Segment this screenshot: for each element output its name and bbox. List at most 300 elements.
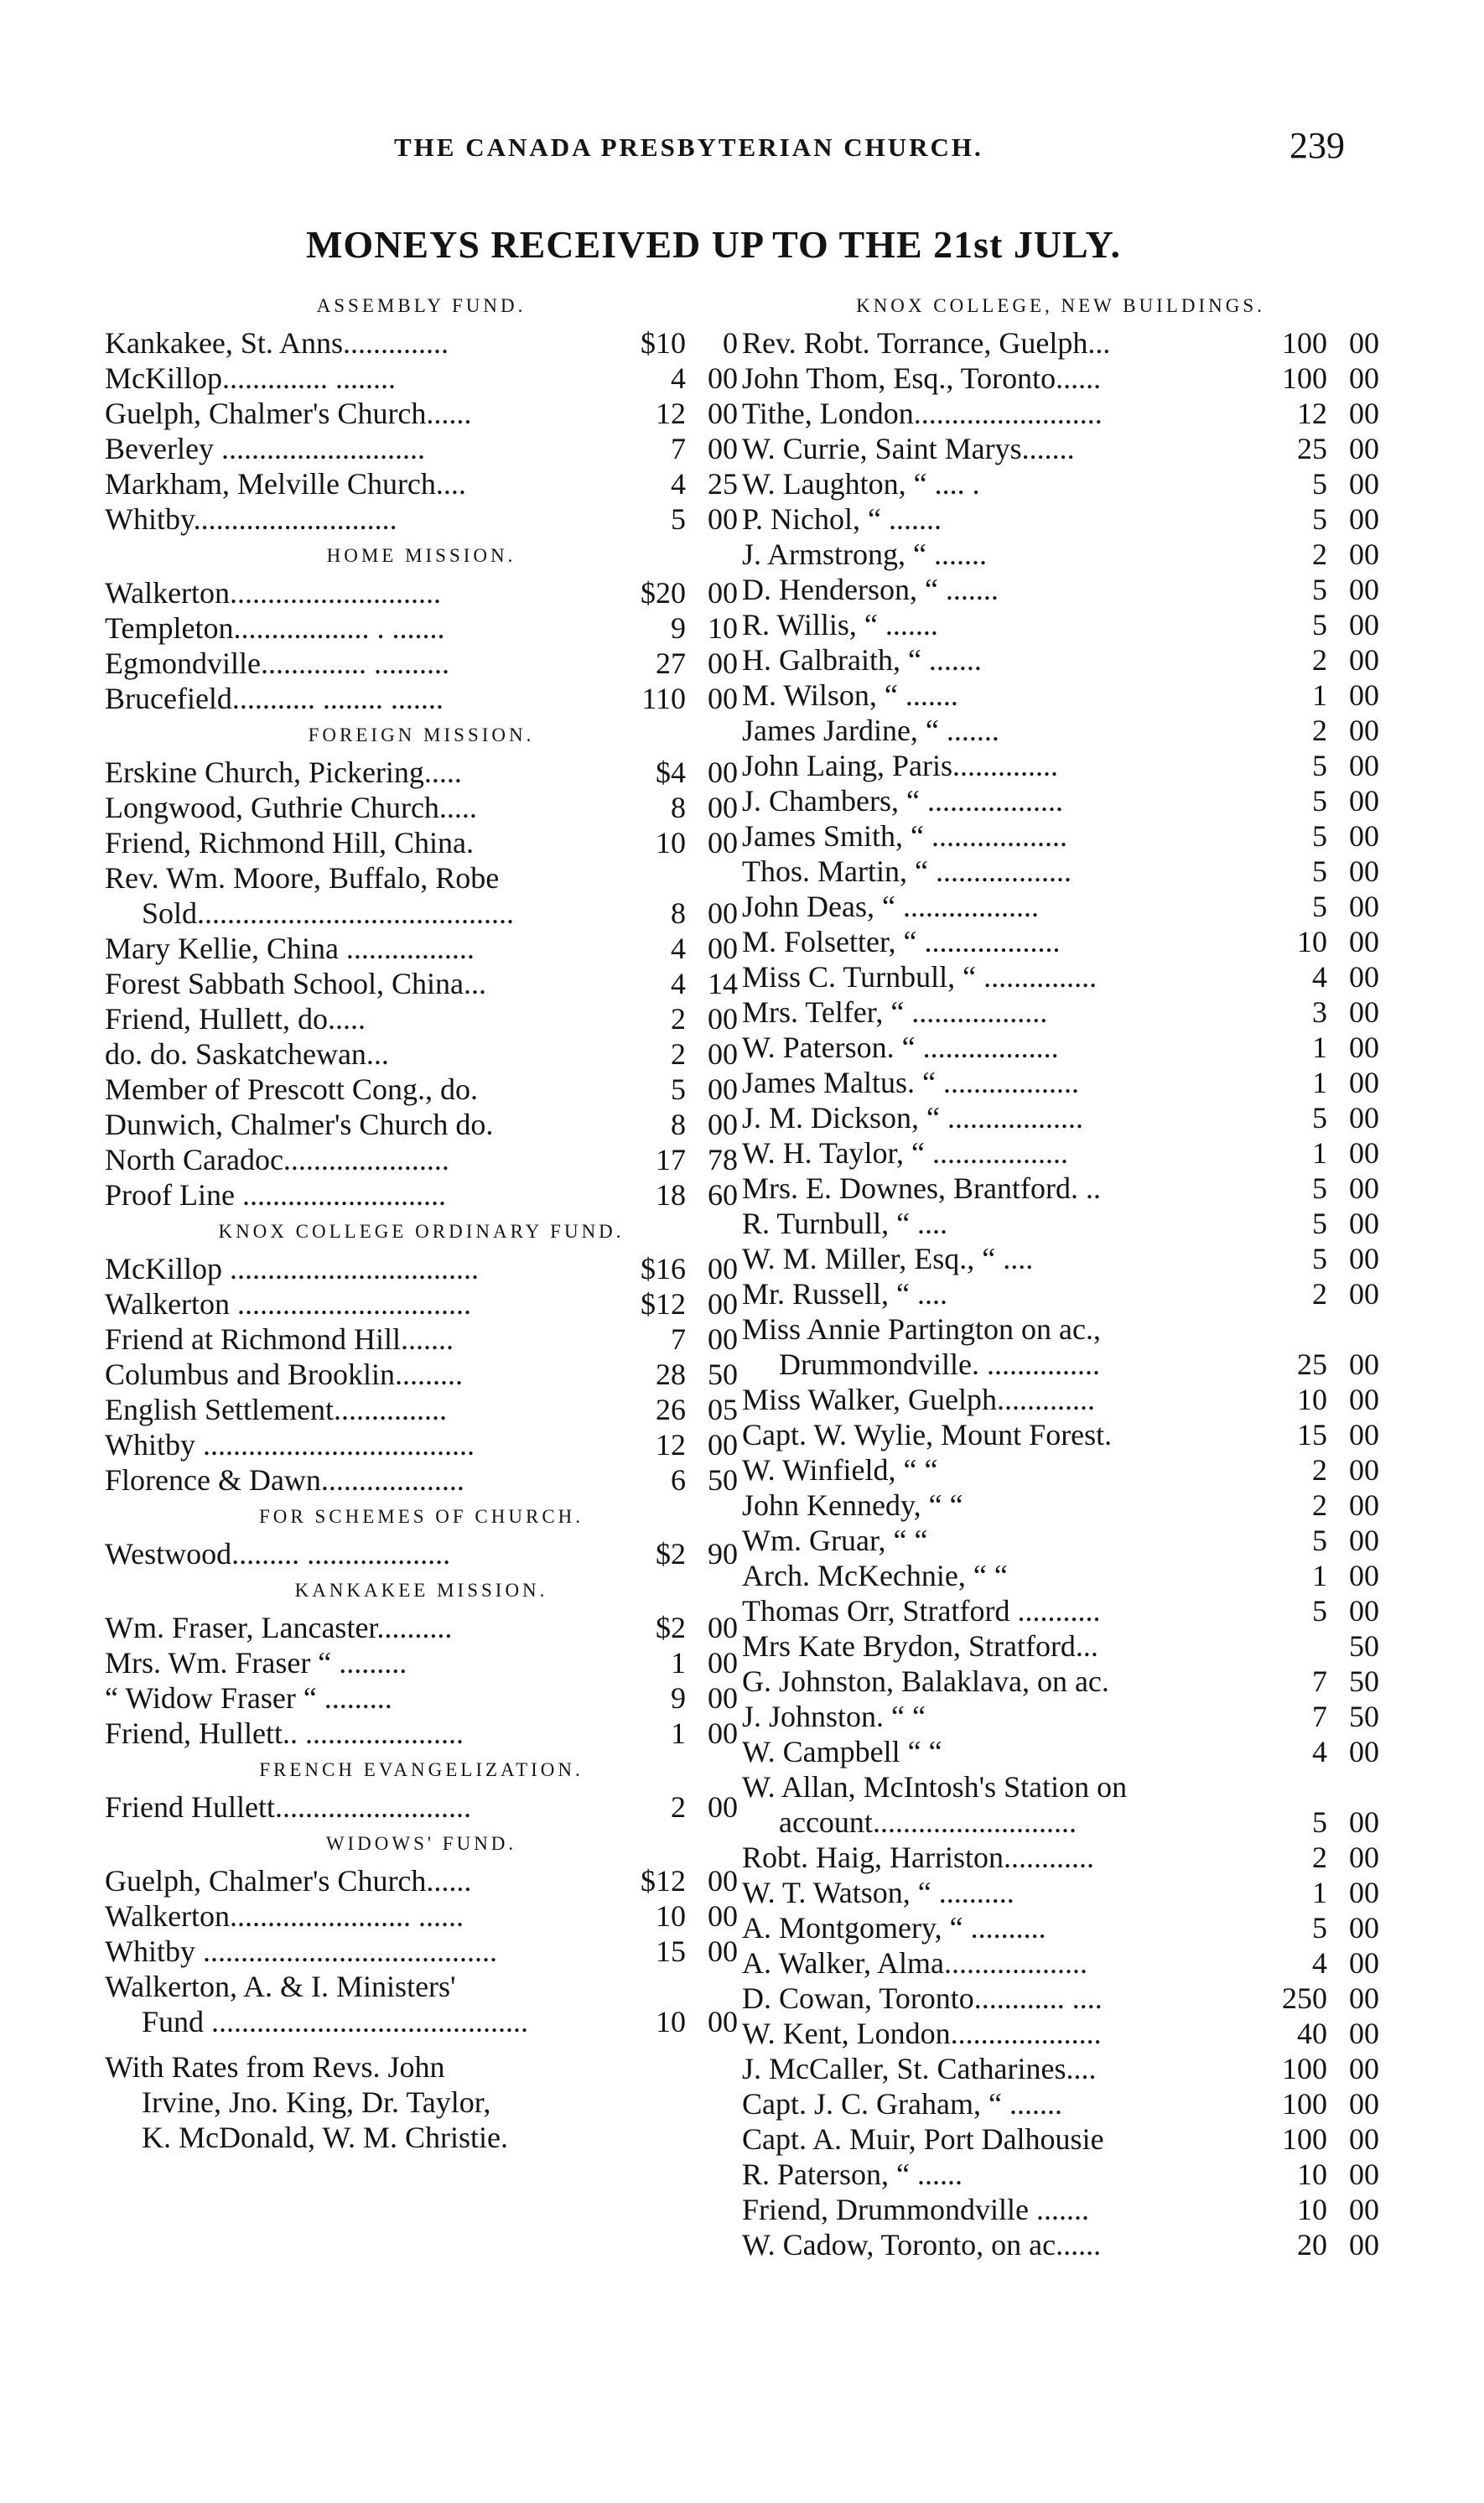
entry-dollars: 2	[1312, 537, 1327, 571]
entry-name: P. Nichol, “ .......	[742, 502, 942, 536]
ledger-row	[105, 825, 738, 860]
entry-dollars: 110	[641, 682, 686, 715]
section-heading: ASSEMBLY FUND.	[316, 295, 527, 316]
ledger-row	[742, 1347, 1379, 1382]
entry-dollars: 3	[1312, 995, 1327, 1029]
ledger-row	[105, 1322, 738, 1357]
entry-cents: 50	[708, 1463, 738, 1497]
entry-cents: 00	[1349, 854, 1379, 888]
entry-cents: 00	[708, 756, 738, 789]
ledger-row	[105, 610, 738, 646]
entry-cents: 00	[1349, 1453, 1379, 1487]
entry-cents: 00	[708, 1002, 738, 1036]
entry-cents: 00	[708, 1108, 738, 1141]
ledger-row	[105, 325, 738, 361]
entry-dollars: 10	[1297, 1383, 1327, 1416]
section-foreign-mission	[105, 716, 738, 1213]
entry-name: Miss C. Turnbull, “ ...............	[742, 960, 1097, 994]
entry-dollars: 10	[1297, 2158, 1327, 2191]
entry-dollars: 5	[1312, 1171, 1327, 1205]
ledger-row	[105, 466, 738, 501]
entry-dollars: 1	[1312, 1876, 1327, 1909]
entry-dollars: 2	[671, 1037, 686, 1071]
entry-name: J. M. Dickson, “ ..................	[742, 1101, 1083, 1135]
entry-dollars: 1	[1312, 1559, 1327, 1592]
entry-name: Longwood, Guthrie Church.....	[105, 791, 477, 824]
entry-name: Miss Annie Partington on ac.,	[742, 1312, 1101, 1346]
entry-dollars: 2	[1312, 643, 1327, 677]
entry-name: Miss Walker, Guelph.............	[742, 1383, 1095, 1416]
entry-name: Forest Sabbath School, China...	[105, 967, 486, 1000]
entry-cents: 00	[1349, 467, 1379, 501]
entry-cents: 00	[1349, 1841, 1379, 1874]
ledger-row	[105, 396, 738, 431]
entry-dollars: 10	[656, 2005, 686, 2038]
entry-name: W. Paterson. “ ..................	[742, 1031, 1059, 1064]
entry-dollars: 2	[671, 1002, 686, 1036]
entry-cents: 00	[1349, 960, 1379, 994]
ledger-row	[742, 1875, 1379, 1910]
entry-cents: 00	[1349, 2087, 1379, 2121]
entry-cents: 00	[1349, 1488, 1379, 1522]
ledger-row	[105, 1286, 738, 1322]
entry-dollars: 15	[1297, 1418, 1327, 1451]
entry-dollars: 100	[1282, 2122, 1327, 2156]
ledger-row	[742, 1805, 1379, 1840]
entry-cents: 00	[1349, 326, 1379, 360]
entry-name: Dunwich, Chalmer's Church do.	[105, 1108, 494, 1141]
entry-name: Drummondville. ...............	[779, 1348, 1100, 1381]
entry-dollars: $12	[641, 1864, 686, 1898]
entry-dollars: 5	[1312, 1101, 1327, 1135]
entry-cents: 10	[708, 611, 738, 645]
entry-name: Fund ..........................................	[142, 2005, 529, 2038]
ledger-row	[742, 1945, 1379, 1981]
entry-name: Capt. J. C. Graham, “ .......	[742, 2087, 1062, 2121]
entry-cents: 00	[1349, 432, 1379, 465]
entry-name: Friend at Richmond Hill.......	[105, 1322, 454, 1356]
entry-dollars: 5	[1312, 819, 1327, 853]
ledger-row	[742, 1241, 1379, 1276]
entry-cents: 00	[1349, 2017, 1379, 2050]
entry-cents: 50	[1349, 1664, 1379, 1698]
section-heading: KANKAKEE MISSION.	[294, 1580, 548, 1601]
entry-name: W. Kent, London....................	[742, 2017, 1102, 2050]
entry-name: Friend, Hullett.. .....................	[105, 1716, 464, 1750]
entry-dollars: 5	[1312, 1911, 1327, 1945]
entry-name: Mrs. E. Downes, Brantford. ..	[742, 1171, 1101, 1205]
ledger-row	[742, 854, 1379, 889]
entry-name: account...........................	[779, 1805, 1077, 1839]
entry-dollars: 1	[1312, 1136, 1327, 1170]
entry-dollars: 2	[1312, 1488, 1327, 1522]
entry-name: M. Folsetter, “ ..................	[742, 925, 1061, 958]
ledger-row	[105, 1177, 738, 1213]
entry-name: Wm. Gruar, “ “	[742, 1524, 928, 1557]
ledger-row	[742, 2157, 1379, 2192]
entry-dollars: 5	[1312, 573, 1327, 606]
entry-dollars: 10	[656, 1899, 686, 1933]
entry-cents: 00	[708, 1072, 738, 1106]
entry-cents: 00	[708, 1646, 738, 1680]
entry-dollars: $4	[656, 756, 686, 789]
entry-name: John Thom, Esq., Toronto......	[742, 361, 1102, 395]
entry-cents: 00	[1349, 1136, 1379, 1170]
entry-dollars: 5	[1312, 1242, 1327, 1275]
entry-name: A. Montgomery, “ ..........	[742, 1911, 1046, 1945]
entry-dollars: 17	[656, 1143, 686, 1176]
entry-cents: 00	[708, 896, 738, 930]
entry-cents: 00	[1349, 1805, 1379, 1839]
ledger-row	[105, 575, 738, 610]
ledger-row	[105, 1610, 738, 1645]
entry-dollars: $2	[656, 1611, 686, 1644]
entry-cents: 00	[708, 432, 738, 465]
entry-dollars: 27	[656, 647, 686, 680]
right-column	[742, 287, 1379, 2262]
rates-note-line: With Rates from Revs. John	[105, 2050, 445, 2084]
entry-cents: 00	[708, 397, 738, 430]
entry-dollars: 4	[671, 932, 686, 965]
ledger-row	[742, 1910, 1379, 1945]
entry-cents: 00	[1349, 749, 1379, 782]
section-heading: WIDOWS' FUND.	[325, 1833, 517, 1854]
ledger-row	[742, 889, 1379, 924]
entry-name: Erskine Church, Pickering.....	[105, 756, 462, 789]
entry-name: Friend, Richmond Hill, China.	[105, 826, 474, 859]
ledger-row	[742, 1593, 1379, 1628]
entry-cents: 00	[1349, 784, 1379, 818]
entry-name: Walkerton........................ ......	[105, 1899, 464, 1933]
entry-cents: 00	[1349, 1383, 1379, 1416]
entry-name: Capt. W. Wylie, Mount Forest.	[742, 1418, 1113, 1451]
ledger-row	[742, 2051, 1379, 2086]
entry-dollars: 5	[1312, 502, 1327, 536]
ledger-row	[105, 1536, 738, 1571]
entry-dollars: 5	[1312, 1524, 1327, 1557]
section-heading: FRENCH EVANGELIZATION.	[259, 1759, 584, 1780]
ledger-row	[742, 1699, 1379, 1734]
entry-name: R. Paterson, “ ......	[742, 2158, 963, 2191]
entry-dollars: 100	[1282, 2087, 1327, 2121]
entry-name: McKillop .................................	[105, 1252, 479, 1285]
ledger-row	[742, 1171, 1379, 1206]
entry-dollars: 2	[1312, 714, 1327, 747]
entry-cents: 00	[1349, 1277, 1379, 1311]
ledger-row	[105, 361, 738, 396]
entry-name: Mary Kellie, China .................	[105, 932, 475, 965]
entry-dollars: 25	[1297, 1348, 1327, 1381]
ledger-row	[105, 501, 738, 537]
entry-name: Whitby .......................................	[105, 1934, 497, 1968]
entry-name: W. M. Miller, Esq., “ ....	[742, 1242, 1034, 1275]
entry-name: J. McCaller, St. Catharines....	[742, 2052, 1097, 2085]
entry-cents: 00	[1349, 1594, 1379, 1628]
entry-name: Columbus and Brooklin.........	[105, 1358, 464, 1391]
ledger-row	[742, 2016, 1379, 2051]
entry-cents: 78	[708, 1143, 738, 1176]
entry-dollars: 5	[1312, 608, 1327, 641]
entry-name: Whitby...........................	[105, 502, 397, 536]
entry-cents: 00	[1349, 2052, 1379, 2085]
entry-dollars: 1	[1312, 1066, 1327, 1099]
entry-cents: 00	[708, 1899, 738, 1933]
entry-cents: 90	[708, 1537, 738, 1571]
entry-cents: 00	[1349, 1101, 1379, 1135]
ledger-row	[742, 1100, 1379, 1135]
entry-cents: 00	[1349, 1559, 1379, 1592]
ledger-row	[105, 896, 738, 931]
section-heading: FOR SCHEMES OF CHURCH.	[258, 1506, 584, 1527]
section-assembly-fund	[105, 287, 738, 537]
ledger-row	[742, 1664, 1379, 1699]
rates-note	[105, 2049, 738, 2155]
entry-dollars: 18	[656, 1178, 686, 1212]
entry-name: Walkerton, A. & I. Ministers'	[105, 1970, 456, 2003]
entry-cents: 00	[708, 682, 738, 715]
entry-name: Sold..........................................	[142, 896, 515, 930]
entry-cents: 00	[1349, 1876, 1379, 1909]
entry-name: John Laing, Paris..............	[742, 749, 1058, 782]
entry-cents: 00	[1349, 1911, 1379, 1945]
entry-dollars: 5	[1312, 854, 1327, 888]
ledger-row	[105, 646, 738, 681]
section-widows-fund	[105, 1825, 738, 2039]
entry-name: Tithe, London.........................	[742, 397, 1103, 430]
entry-name: H. Galbraith, “ .......	[742, 643, 982, 677]
ledger-row	[105, 1898, 738, 1934]
ledger-row	[105, 931, 738, 966]
ledger-row	[742, 924, 1379, 959]
entry-dollars: 5	[1312, 1207, 1327, 1240]
entry-dollars: 8	[671, 1108, 686, 1141]
entry-name: R. Turnbull, “ ....	[742, 1207, 948, 1240]
entry-cents: 00	[1349, 608, 1379, 641]
entry-dollars: 100	[1282, 2052, 1327, 2085]
section-heading: KNOX COLLEGE ORDINARY FUND.	[218, 1221, 625, 1242]
entry-cents: 00	[1349, 995, 1379, 1029]
entry-name: Friend Hullett..........................	[105, 1790, 471, 1824]
entry-name: J. Armstrong, “ .......	[742, 537, 987, 571]
entry-cents: 00	[1349, 397, 1379, 430]
entry-name: Markham, Melville Church....	[105, 467, 466, 501]
ledger-row	[742, 994, 1379, 1030]
entry-name: W. Winfield, “ “	[742, 1453, 938, 1487]
entry-dollars: 4	[1312, 960, 1327, 994]
ledger-row	[742, 1628, 1379, 1664]
entry-name: James Maltus. “ ..................	[742, 1066, 1079, 1099]
entry-dollars: 1	[1312, 678, 1327, 712]
entry-name: Mr. Russell, “ ....	[742, 1277, 948, 1311]
entry-name: Mrs. Telfer, “ ..................	[742, 995, 1048, 1029]
entry-dollars: 5	[1312, 1805, 1327, 1839]
ledger-row	[742, 1840, 1379, 1875]
entry-name: Beverley ...........................	[105, 432, 425, 465]
entry-cents: 00	[708, 1790, 738, 1824]
entry-name: G. Johnston, Balaklava, on ac.	[742, 1664, 1109, 1698]
ledger-row	[742, 713, 1379, 748]
section-kankakee-mission	[105, 1571, 738, 1751]
ledger-row	[742, 1734, 1379, 1769]
entry-cents: 60	[708, 1178, 738, 1212]
entry-name: Walkerton ...............................	[105, 1287, 472, 1321]
entry-cents: 00	[708, 1716, 738, 1750]
ledger-row	[105, 790, 738, 825]
ledger-row	[105, 1789, 738, 1825]
entry-name: Guelph, Chalmer's Church......	[105, 397, 472, 430]
ledger-row	[105, 755, 738, 790]
entry-name: W. H. Taylor, “ ..................	[742, 1136, 1069, 1170]
entry-name: McKillop.............. ........	[105, 361, 396, 395]
entry-name: James Jardine, “ .......	[742, 714, 999, 747]
entry-cents: 00	[1349, 714, 1379, 747]
entry-name: John Kennedy, “ “	[742, 1488, 963, 1522]
entry-dollars: 9	[671, 611, 686, 645]
entry-dollars: 10	[1297, 2193, 1327, 2226]
entry-dollars: 20	[1297, 2228, 1327, 2262]
entry-cents: 00	[1349, 643, 1379, 677]
entry-cents: 00	[1349, 1348, 1379, 1381]
entry-name: James Smith, “ ..................	[742, 819, 1067, 853]
ledger-row	[105, 1969, 738, 2004]
entry-dollars: 2	[671, 1790, 686, 1824]
ledger-row	[742, 959, 1379, 994]
ledger-row	[742, 431, 1379, 466]
entry-cents: 00	[708, 1428, 738, 1462]
ledger-row	[105, 860, 738, 896]
entry-name: Egmondville.............. ..........	[105, 647, 449, 680]
entry-name: W. Laughton, “ .... .	[742, 467, 980, 501]
entry-cents: 00	[708, 826, 738, 859]
entry-dollars: 12	[1297, 397, 1327, 430]
ledger-row	[742, 1276, 1379, 1311]
ledger-row	[742, 1030, 1379, 1065]
ledger-row	[742, 501, 1379, 537]
entry-cents: 00	[708, 576, 738, 610]
entry-cents: 00	[708, 1287, 738, 1321]
rates-note-line: Irvine, Jno. King, Dr. Taylor,	[142, 2085, 491, 2119]
entry-name: D. Henderson, “ .......	[742, 573, 999, 606]
entry-name: J. Chambers, “ ..................	[742, 784, 1063, 818]
ledger-row	[742, 818, 1379, 854]
entry-dollars: 4	[671, 967, 686, 1000]
ledger-row	[742, 1382, 1379, 1417]
entry-name: Thos. Martin, “ ..................	[742, 854, 1071, 888]
ledger-row	[742, 2227, 1379, 2262]
ledger-row	[105, 1072, 738, 1107]
entry-dollars: 7	[1312, 1664, 1327, 1698]
entry-cents: 00	[708, 932, 738, 965]
ledger-row	[105, 431, 738, 466]
entry-name: Capt. A. Muir, Port Dalhousie	[742, 2122, 1104, 2156]
entry-cents: 50	[708, 1358, 738, 1391]
entry-name: Florence & Dawn...................	[105, 1463, 464, 1497]
entry-name: J. Johnston. “ “	[742, 1700, 926, 1733]
entry-cents: 00	[1349, 1418, 1379, 1451]
entry-cents: 00	[708, 647, 738, 680]
ledger-row	[742, 1488, 1379, 1523]
ledger-row	[742, 537, 1379, 572]
entry-name: “ Widow Fraser “ .........	[105, 1681, 392, 1715]
ledger-row	[742, 783, 1379, 818]
entry-dollars: 10	[656, 826, 686, 859]
entry-dollars: 4	[1312, 1946, 1327, 1980]
entry-dollars: $2	[656, 1537, 686, 1571]
entry-dollars: 7	[671, 1322, 686, 1356]
ledger-row	[742, 1523, 1379, 1558]
entry-name: Robt. Haig, Harriston............	[742, 1841, 1094, 1874]
entry-cents: 05	[708, 1393, 738, 1426]
ledger-row	[742, 1135, 1379, 1171]
entry-name: John Deas, “ ..................	[742, 890, 1039, 923]
entry-dollars: $16	[641, 1252, 686, 1285]
entry-cents: 00	[1349, 1242, 1379, 1275]
section-knox-new-buildings	[742, 287, 1379, 2262]
ledger-row	[105, 1934, 738, 1969]
ledger-row	[742, 1452, 1379, 1488]
entry-dollars: 26	[656, 1393, 686, 1426]
entry-cents: 00	[1349, 890, 1379, 923]
ledger-row	[105, 966, 738, 1001]
ledger-row	[742, 1981, 1379, 2016]
entry-name: Walkerton............................	[105, 576, 442, 610]
entry-dollars: $20	[641, 576, 686, 610]
entry-dollars: 7	[1312, 1700, 1327, 1733]
entry-dollars: 7	[671, 432, 686, 465]
entry-name: W. T. Watson, “ ..........	[742, 1876, 1014, 1909]
ledger-row	[742, 2121, 1379, 2157]
entry-cents: 00	[1349, 2158, 1379, 2191]
entry-cents: 00	[1349, 1031, 1379, 1064]
ledger-row	[105, 681, 738, 716]
entry-dollars: 12	[656, 1428, 686, 1462]
entry-dollars: 1	[671, 1646, 686, 1680]
entry-cents: 14	[708, 967, 738, 1000]
ledger-row	[742, 678, 1379, 713]
section-heading: FOREIGN MISSION.	[308, 724, 535, 745]
ledger-row	[742, 466, 1379, 501]
entry-cents: 00	[708, 502, 738, 536]
entry-cents: 00	[708, 2005, 738, 2038]
entry-cents: 00	[1349, 1981, 1379, 2015]
entry-dollars: 5	[1312, 467, 1327, 501]
entry-dollars: 9	[671, 1681, 686, 1715]
ledger-row	[742, 361, 1379, 396]
entry-dollars: 4	[1312, 1735, 1327, 1768]
ledger-row	[742, 1769, 1379, 1805]
entry-cents: 00	[708, 1322, 738, 1356]
entry-cents: 00	[1349, 1946, 1379, 1980]
entry-cents: 25	[708, 467, 738, 501]
ledger-row	[742, 642, 1379, 678]
ledger-row	[105, 1427, 738, 1462]
entry-cents: 00	[1349, 2193, 1379, 2226]
entry-name: Thomas Orr, Stratford ...........	[742, 1594, 1101, 1628]
ledger-row	[105, 1645, 738, 1680]
ledger-row	[742, 1311, 1379, 1347]
entry-name: Arch. McKechnie, “ “	[742, 1559, 1008, 1592]
entry-dollars: 5	[1312, 890, 1327, 923]
entry-cents: 50	[1349, 1629, 1379, 1663]
entry-name: Friend, Hullett, do.....	[105, 1002, 366, 1036]
entry-cents: 00	[1349, 361, 1379, 395]
entry-name: Guelph, Chalmer's Church......	[105, 1864, 472, 1898]
entry-dollars: 8	[671, 791, 686, 824]
rates-note-line: K. McDonald, W. M. Christie.	[142, 2121, 508, 2154]
ledger-row	[105, 1357, 738, 1392]
entry-cents: 00	[708, 361, 738, 395]
page-title: MONEYS RECEIVED UP TO THE 21st JULY.	[306, 223, 1122, 266]
